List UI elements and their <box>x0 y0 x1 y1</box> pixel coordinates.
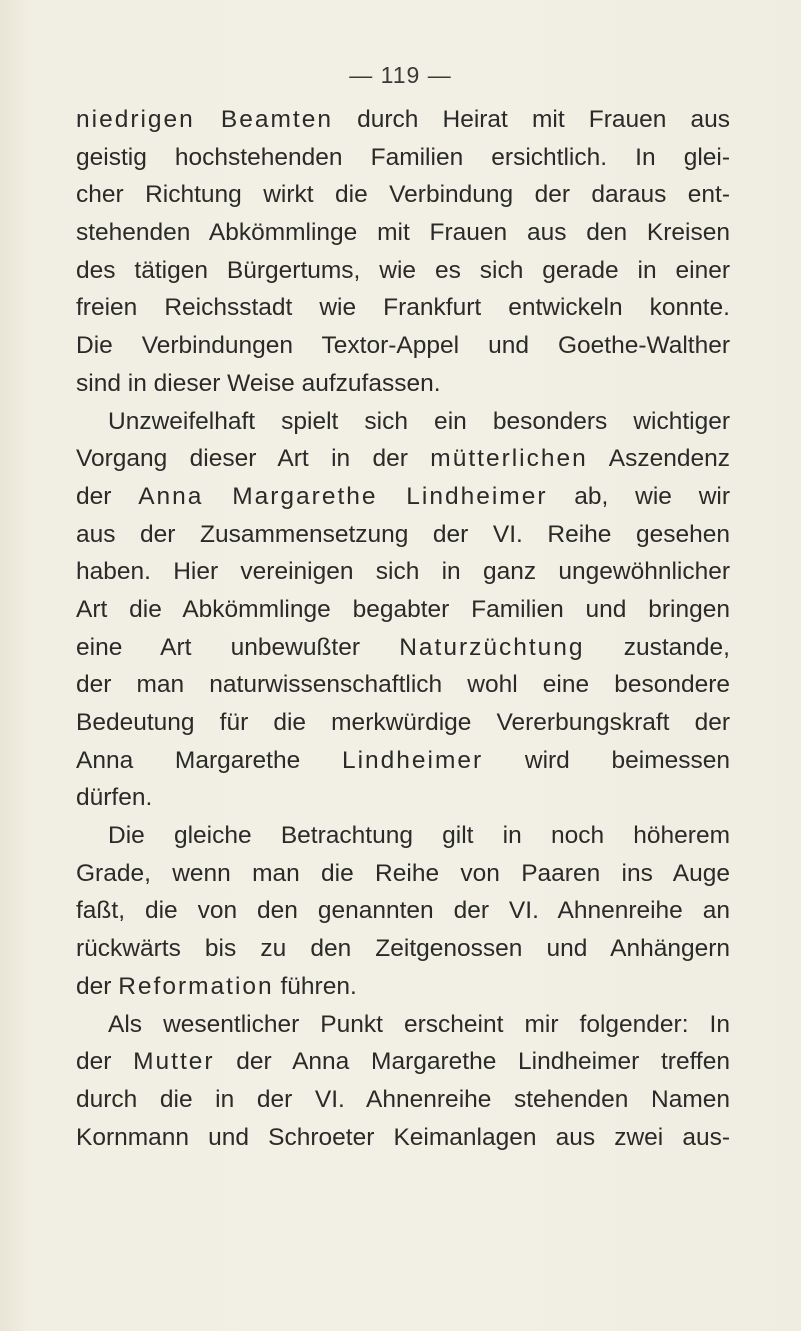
text-line <box>76 742 730 780</box>
text-line <box>76 817 730 855</box>
text-line <box>76 591 730 629</box>
text-segment: durch die in der VI. Ahnenreihe stehenden Namen <box>76 1085 730 1113</box>
text-segment: eine Art unbewußter <box>76 633 400 661</box>
text-segment: Die Verbindungen Textor-Appel und Goethe-Walther <box>76 332 730 360</box>
text-segment: sind in dieser Weise aufzufassen. <box>76 369 441 397</box>
text-line <box>76 252 730 290</box>
text-line <box>76 327 730 365</box>
text-line <box>76 629 730 667</box>
text-segment: haben. Hier vereinigen sich in ganz ungewöhnlicher <box>76 558 730 586</box>
text-line <box>76 1006 730 1044</box>
text-line <box>76 704 730 742</box>
text-segment: ab, wie wir <box>547 482 730 510</box>
emphasized-text: Anna Margarethe Lindheimer <box>138 482 548 510</box>
text-segment: durch Heirat mit Frauen aus <box>332 106 730 133</box>
text-segment: freien Reichsstadt wie Frankfurt entwickeln konnte. <box>76 294 730 322</box>
text-segment: des tätigen Bürgertums, wie es sich gerade in einer <box>76 256 730 284</box>
text-segment: der <box>76 972 119 1000</box>
text-line <box>76 1043 730 1081</box>
text-segment: Grade, wenn man die Reihe von Paaren ins Auge <box>76 859 730 887</box>
text-segment: der <box>76 482 139 510</box>
text-segment: Als wesentlicher Punkt erscheint mir folgender: In <box>108 1010 730 1038</box>
text-segment: führen. <box>273 972 357 1000</box>
text-line <box>76 930 730 968</box>
text-segment: rückwärts bis zu den Zeitgenossen und Anhängern <box>76 935 730 963</box>
text-segment: wird beimessen <box>483 746 731 774</box>
text-line <box>76 139 730 177</box>
text-segment: der Anna Margarethe Lindheimer treffen <box>214 1048 730 1076</box>
text-line <box>76 365 730 403</box>
text-segment: Die gleiche Betrachtung gilt in noch höherem <box>108 822 730 850</box>
text-segment: stehenden Abkömmlinge mit Frauen aus den Kreisen <box>76 219 730 247</box>
text-segment: dürfen. <box>76 784 153 812</box>
text-segment: Bedeutung für die merkwürdige Vererbungskraft der <box>76 709 730 736</box>
text-line <box>76 289 730 327</box>
emphasized-text: niedrigen Beamten <box>76 106 333 133</box>
text-segment: faßt, die von den genannten der VI. Ahnenreihe an <box>76 897 730 925</box>
text-segment: aus der Zusammensetzung der VI. Reihe gesehen <box>76 520 730 548</box>
text-segment: Aszendenz <box>587 445 730 473</box>
text-line <box>76 440 730 478</box>
text-line <box>76 214 730 252</box>
emphasized-text: Naturzüchtung <box>399 633 585 661</box>
emphasized-text: mütterlichen <box>430 445 588 473</box>
text-line <box>76 779 730 817</box>
text-segment: Unzweifelhaft spielt sich ein besonders wichtiger <box>108 407 730 435</box>
text-line <box>76 403 730 441</box>
page-number: — 119 — <box>349 62 452 88</box>
body-text <box>76 101 730 1156</box>
text-line <box>76 176 730 214</box>
text-line <box>76 101 730 139</box>
emphasized-text: Reformation <box>118 972 274 1000</box>
text-line <box>76 478 730 516</box>
text-segment: der <box>76 1048 134 1076</box>
text-segment: cher Richtung wirkt die Verbindung der daraus ent- <box>76 181 730 209</box>
text-segment: Vorgang dieser Art in der <box>76 445 431 473</box>
text-line <box>76 855 730 893</box>
text-segment: geistig hochstehenden Familien ersichtlich. In glei- <box>76 143 730 171</box>
text-line <box>76 1081 730 1119</box>
text-line <box>76 892 730 930</box>
emphasized-text: Mutter <box>133 1048 215 1076</box>
text-segment: Kornmann und Schroeter Keimanlagen aus zwei aus- <box>76 1123 730 1151</box>
text-segment: der man naturwissenschaftlich wohl eine besondere <box>76 671 730 699</box>
text-line <box>76 666 730 704</box>
text-line <box>76 1119 730 1157</box>
text-segment: zustande, <box>584 633 730 661</box>
text-line <box>76 968 730 1006</box>
text-line <box>76 553 730 591</box>
text-line <box>76 516 730 554</box>
emphasized-text: Lindheimer <box>341 746 484 774</box>
text-segment: Anna Margarethe <box>76 746 342 774</box>
text-segment: Art die Abkömmlinge begabter Familien und bringen <box>76 595 730 623</box>
